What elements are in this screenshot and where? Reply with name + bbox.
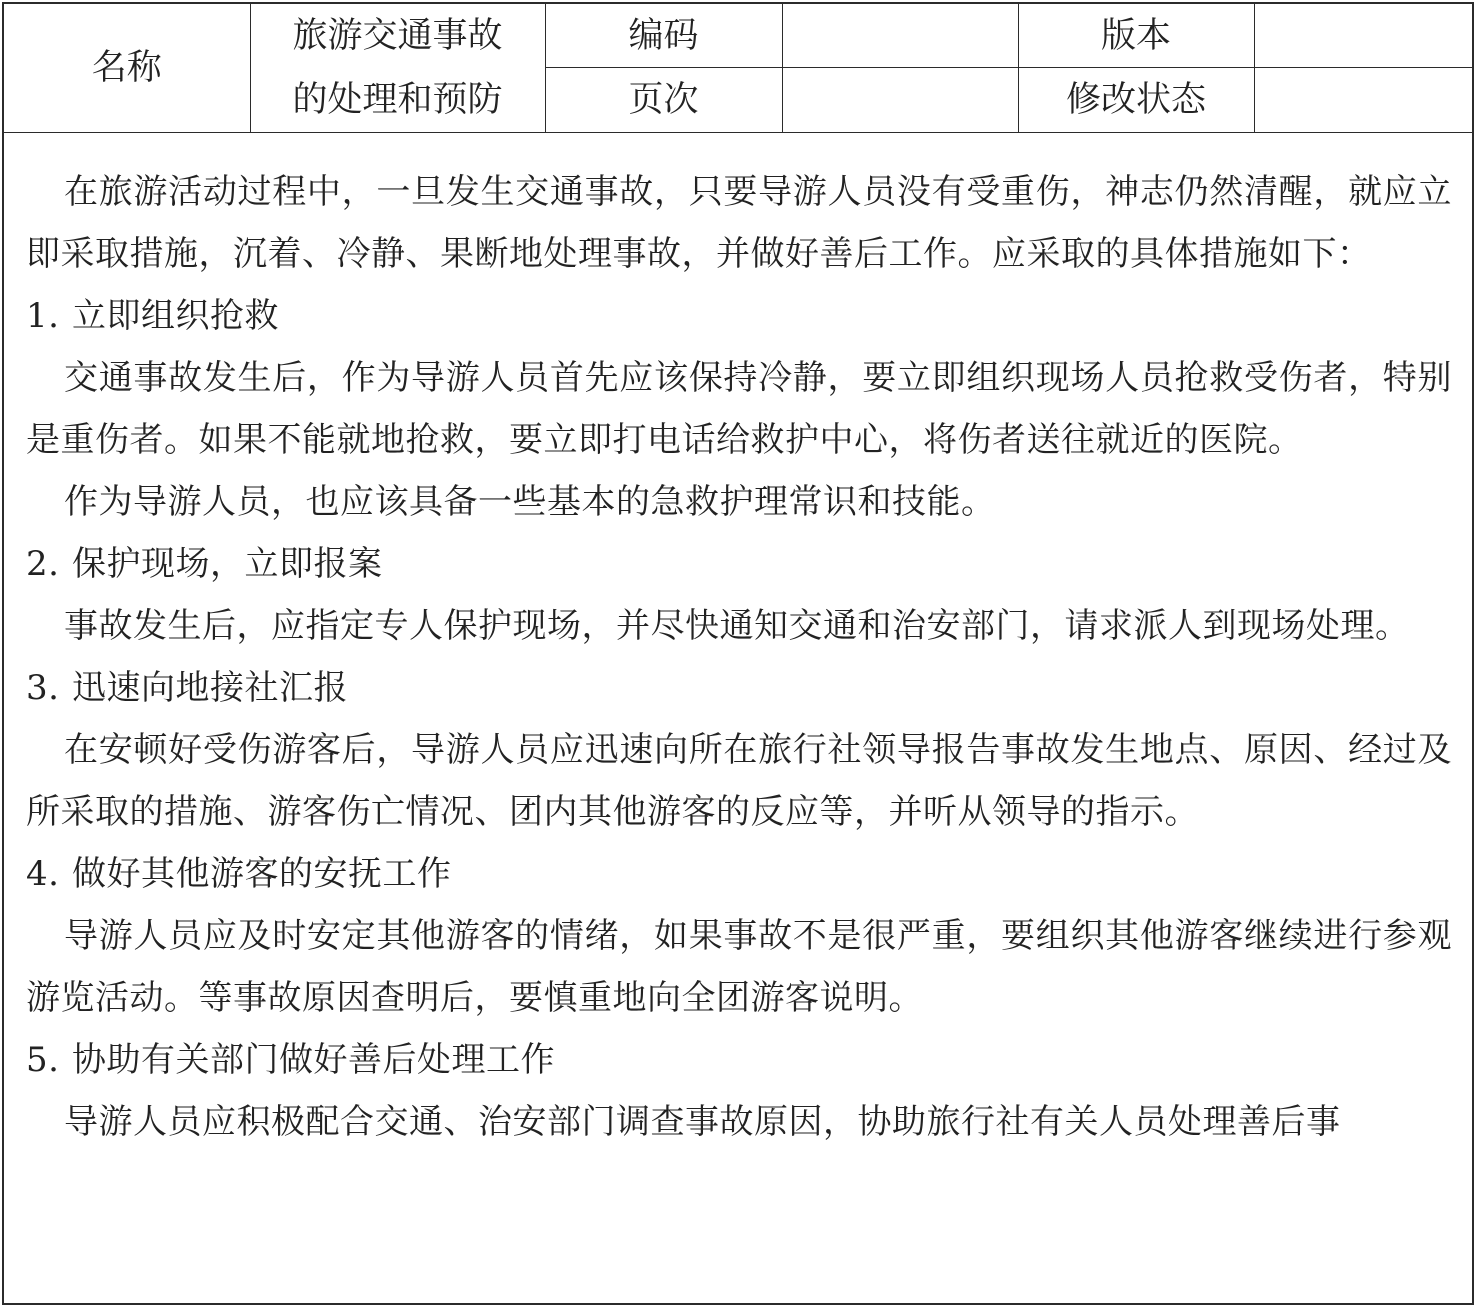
section-2-number: 2. — [26, 544, 60, 584]
section-4-title: 做好其他游客的安抚工作 — [72, 854, 452, 894]
content-body — [4, 133, 1472, 1153]
name-value-line2: 的处理和预防 — [292, 80, 503, 120]
document-sheet — [2, 2, 1474, 1305]
code-value — [782, 4, 1018, 68]
section-3-paragraph-1: 在安顿好受伤游客后，导游人员应迅速向所在旅行社领导报告事故发生地点、原因、经过及所采取的措施、游客伤亡情况、团内其他游客的反应等，并听从领导的指示。 — [26, 730, 1452, 832]
status-label: 修改状态 — [1018, 68, 1254, 133]
section-1-paragraph-2: 作为导游人员，也应该具备一些基本的急救护理常识和技能。 — [64, 482, 996, 522]
section-2-heading — [26, 533, 1452, 595]
version-value — [1254, 4, 1472, 68]
name-value — [250, 4, 545, 133]
section-4-paragraph-1: 导游人员应及时安定其他游客的情绪，如果事故不是很严重，要组织其他游客继续进行参观游览活动。等事故原因查明后，要慎重地向全团游客说明。 — [26, 916, 1452, 1018]
section-5-paragraph-1: 导游人员应积极配合交通、治安部门调查事故原因，协助旅行社有关人员处理善后事 — [64, 1102, 1341, 1142]
name-value-line1: 旅游交通事故 — [292, 16, 503, 56]
version-label: 版本 — [1018, 4, 1254, 68]
section-4-number: 4. — [26, 854, 60, 894]
section-1-heading — [26, 285, 1452, 347]
header-table — [4, 4, 1472, 133]
section-3-heading — [26, 657, 1452, 719]
status-value — [1254, 68, 1472, 133]
section-3-number: 3. — [26, 668, 60, 708]
section-5-heading — [26, 1029, 1452, 1091]
name-label: 名称 — [4, 4, 250, 133]
intro-paragraph: 在旅游活动过程中，一旦发生交通事故，只要导游人员没有受重伤，神志仍然清醒，就应立即采取措施，沉着、冷静、果断地处理事故，并做好善后工作。应采取的具体措施如下： — [26, 172, 1452, 274]
section-1-title: 立即组织抢救 — [72, 296, 279, 336]
page-value — [782, 68, 1018, 133]
section-4-heading — [26, 843, 1452, 905]
section-1-paragraph-1: 交通事故发生后，作为导游人员首先应该保持冷静，要立即组织现场人员抢救受伤者，特别是重伤者。如果不能就地抢救，要立即打电话给救护中心，将伤者送往就近的医院。 — [26, 358, 1452, 460]
section-2-title: 保护现场，立即报案 — [72, 544, 383, 584]
page-label: 页次 — [545, 68, 782, 133]
section-5-title: 协助有关部门做好善后处理工作 — [72, 1040, 555, 1080]
section-3-title: 迅速向地接社汇报 — [72, 668, 348, 708]
section-2-paragraph-1: 事故发生后，应指定专人保护现场，并尽快通知交通和治安部门，请求派人到现场处理。 — [64, 606, 1410, 646]
section-5-number: 5. — [26, 1040, 60, 1080]
section-1-number: 1. — [26, 296, 60, 336]
code-label: 编码 — [545, 4, 782, 68]
